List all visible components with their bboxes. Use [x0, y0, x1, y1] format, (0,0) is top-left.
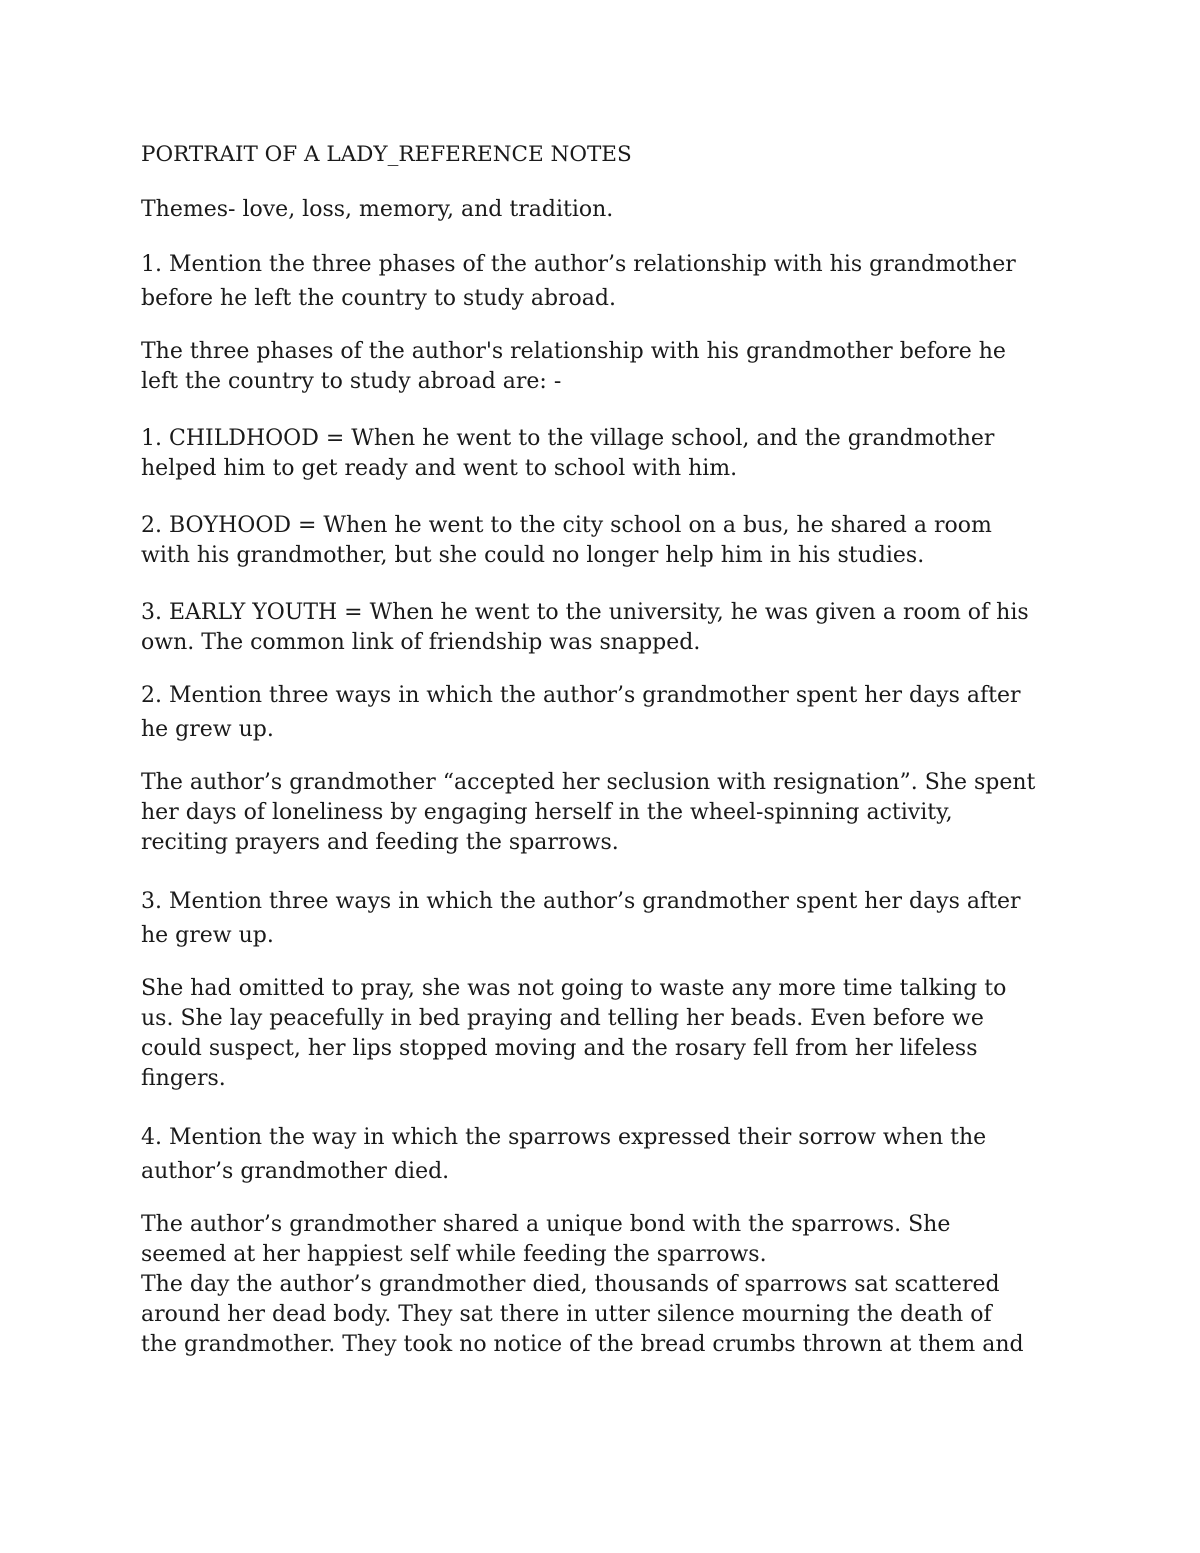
- phase-childhood: [141, 424, 1066, 484]
- answer-4-line-1: The author’s grandmother shared a unique bond with the sparrows. She: [141, 1212, 951, 1237]
- answer-3: [141, 974, 1066, 1094]
- answer-3-line-3: could suspect, her lips stopped moving and the rosary fell from her lifeless: [141, 1036, 978, 1061]
- answer-1-intro-line-1: The three phases of the author's relationship with his grandmother before he: [141, 339, 1006, 364]
- phase-boyhood-line-1: 2. BOYHOOD = When he went to the city school on a bus, he shared a room: [141, 513, 992, 538]
- answer-2-line-1: The author’s grandmother “accepted her seclusion with resignation”. She spent: [141, 770, 1036, 795]
- question-3-line-1: 3. Mention three ways in which the author’s grandmother spent her days after: [141, 889, 1021, 914]
- question-4-line-2: author’s grandmother died.: [141, 1159, 450, 1184]
- question-1-line-1: 1. Mention the three phases of the author’s relationship with his grandmother: [141, 252, 1016, 277]
- question-4-line-1: 4. Mention the way in which the sparrows expressed their sorrow when the: [141, 1125, 987, 1150]
- phase-childhood-line-2: helped him to get ready and went to school with him.: [141, 456, 738, 481]
- question-2: [141, 679, 1066, 747]
- answer-1-intro: [141, 337, 1066, 397]
- answer-2-line-2: her days of loneliness by engaging herself in the wheel-spinning activity,: [141, 800, 953, 825]
- answer-3-line-1: She had omitted to pray, she was not going to waste any more time talking to: [141, 976, 1007, 1001]
- answer-3-line-4: fingers.: [141, 1066, 226, 1091]
- answer-4-line-4: around her dead body. They sat there in utter silence mourning the death of: [141, 1302, 992, 1327]
- phase-childhood-line-1: 1. CHILDHOOD = When he went to the village school, and the grandmother: [141, 426, 995, 451]
- themes-line: Themes- love, loss, memory, and tradition.: [141, 197, 614, 222]
- answer-4-line-2: seemed at her happiest self while feeding the sparrows.: [141, 1242, 767, 1267]
- question-3: [141, 885, 1066, 953]
- question-2-line-1: 2. Mention three ways in which the author’s grandmother spent her days after: [141, 683, 1021, 708]
- question-4: [141, 1121, 1066, 1189]
- phase-early-youth-line-2: own. The common link of friendship was snapped.: [141, 630, 701, 655]
- answer-2-line-3: reciting prayers and feeding the sparrows.: [141, 830, 619, 855]
- question-1-line-2: before he left the country to study abroad.: [141, 286, 616, 311]
- phase-early-youth: [141, 598, 1066, 658]
- phase-boyhood: [141, 511, 1066, 571]
- answer-4-line-5: the grandmother. They took no notice of the bread crumbs thrown at them and: [141, 1332, 1024, 1357]
- answer-1-intro-line-2: left the country to study abroad are: -: [141, 369, 562, 394]
- answer-3-line-2: us. She lay peacefully in bed praying and telling her beads. Even before we: [141, 1006, 984, 1031]
- document-title: PORTRAIT OF A LADY_REFERENCE NOTES: [141, 142, 632, 167]
- answer-2: [141, 768, 1066, 858]
- answer-4: [141, 1210, 1066, 1360]
- document-page: [141, 140, 1066, 1360]
- question-2-line-2: he grew up.: [141, 717, 274, 742]
- answer-4-line-3: The day the author’s grandmother died, thousands of sparrows sat scattered: [141, 1272, 1000, 1297]
- question-1: [141, 248, 1066, 316]
- phase-boyhood-line-2: with his grandmother, but she could no longer help him in his studies.: [141, 543, 925, 568]
- question-3-line-2: he grew up.: [141, 923, 274, 948]
- phase-early-youth-line-1: 3. EARLY YOUTH = When he went to the university, he was given a room of his: [141, 600, 1029, 625]
